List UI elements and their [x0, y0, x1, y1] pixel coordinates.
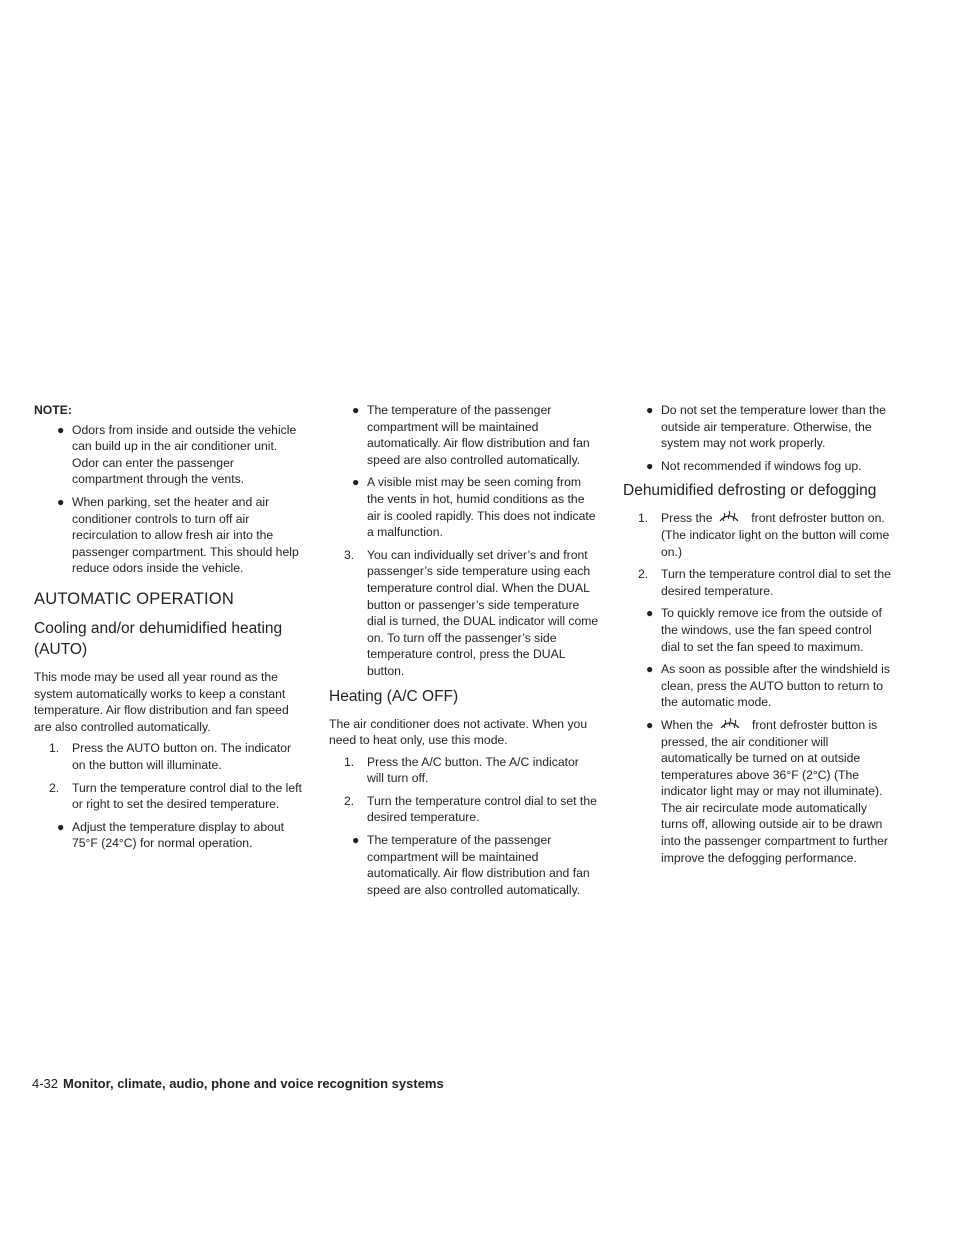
paragraph-heating: The air conditioner does not activate. When you need to heat only, use this mode.	[329, 716, 588, 748]
bullet-text: To quickly remove ice from the outside of the windows, use the fan speed control dial to set the fan speed to maximum.	[661, 606, 882, 654]
bullet-marker: ●	[646, 606, 654, 621]
heading-heating-ac-off: Heating (A/C OFF)	[329, 687, 459, 705]
bullet-text: Do not set the temperature lower than the outside air temperature. Otherwise, the system may not work properly.	[661, 403, 886, 451]
bullet-marker: ●	[352, 403, 360, 417]
column-1	[34, 402, 304, 858]
bullet-adjust-temperature	[34, 819, 304, 852]
step-1-heating	[329, 754, 599, 787]
bullet-heating-maintained	[329, 832, 599, 898]
page-number: 4-32	[32, 1076, 59, 1091]
heading-cooling-auto: Cooling and/or dehumidified heating (AUTO)	[34, 619, 283, 658]
front-defroster-icon	[718, 510, 740, 523]
step-number: 2.	[344, 793, 355, 808]
note-bullet-text: When parking, set the heater and air conditioner controls to turn off air recirculation to allow fresh air into the passenger compartment. This should help reduce odors inside the vehicle.	[72, 494, 299, 576]
step-2-auto	[34, 780, 304, 813]
bullet-do-not-set-lower	[623, 402, 893, 452]
column-3	[623, 402, 893, 872]
bullet-not-recommended	[623, 458, 893, 475]
step-number: 2.	[638, 567, 649, 582]
bullet-return-auto	[623, 661, 893, 711]
step-text-pre: Press the	[661, 511, 713, 526]
step-number: 2.	[49, 780, 60, 795]
bullet-text-pre: When the	[661, 717, 714, 732]
step-text: You can individually set driver’s and front passenger’s side temperature using each temperature control dial. When the DUAL button or passenger’s side temperature dial is turned, the DUAL indicator will come on. To turn off the passenger’s side temperature control, press the DUAL button.	[367, 547, 599, 678]
step-1-auto	[34, 740, 304, 773]
step-text: Turn the temperature control dial to set the desired temperature.	[661, 567, 891, 598]
bullet-text: A visible mist may be seen coming from the vents in hot, humid conditions as the air is cooled rapidly. This does not indicate a malfunction.	[367, 475, 596, 540]
chapter-title: Monitor, climate, audio, phone and voice recognition systems	[63, 1076, 444, 1091]
bullet-marker: ●	[352, 833, 360, 848]
note-label: NOTE:	[34, 403, 72, 417]
note-bullet-parking	[34, 494, 304, 577]
step-2-defrost	[623, 566, 893, 599]
bullet-text: Adjust the temperature display to about 75°F (24°C) for normal operation.	[72, 819, 285, 851]
step-text: Press the A/C button. The A/C indicator will turn off.	[367, 754, 579, 786]
bullet-marker: ●	[646, 717, 654, 732]
step-number: 3.	[344, 547, 355, 562]
bullet-text-post: front defroster button is pressed, the air conditioner will automatically be turned on at outside temperatures above 36°F (2°C) (The indicator light may or may not illuminate). The air recirculate mode automatically turns off, allowing outside air to be drawn into the passenger compartment to further improve the defogging performance.	[661, 717, 888, 865]
step-text: Turn the temperature control dial to set the desired temperature.	[367, 793, 597, 825]
bullet-marker: ●	[57, 819, 65, 834]
page-footer	[32, 1076, 444, 1091]
bullet-text: Not recommended if windows fog up.	[661, 458, 862, 473]
bullet-marker: ●	[646, 458, 654, 473]
heading-automatic-operation: AUTOMATIC OPERATION	[34, 589, 234, 608]
step-number: 1.	[638, 511, 649, 526]
column-2	[329, 402, 599, 904]
step-3-dual	[329, 547, 599, 680]
bullet-marker: ●	[352, 475, 360, 490]
step-text: Press the AUTO button on. The indicator on the button will illuminate.	[72, 741, 292, 772]
bullet-text: As soon as possible after the windshield is clean, press the AUTO button to return to the automatic mode.	[661, 662, 890, 710]
bullet-text: The temperature of the passenger compartment will be maintained automatically. Air flow distribution and fan speed are also controlled automatically.	[367, 833, 590, 897]
paragraph-auto-mode: This mode may be used all year round as the system automatically works to keep a constant temperature. Air flow distribution and fan speed are also controlled automatically.	[34, 669, 289, 734]
step-2-heating	[329, 793, 599, 826]
step-text: Turn the temperature control dial to the left or right to set the desired temperature.	[72, 780, 302, 812]
step-number: 1.	[344, 754, 355, 769]
bullet-text: The temperature of the passenger compartment will be maintained automatically. Air flow distribution and fan speed are also controlled automatically.	[367, 403, 590, 467]
bullet-marker: ●	[646, 662, 654, 677]
bullet-maintained-auto	[329, 402, 599, 468]
bullet-marker: ●	[57, 494, 65, 509]
note-bullet-odors	[34, 422, 304, 488]
note-bullet-text: Odors from inside and outside the vehicle can build up in the air conditioner unit. Odor can enter the passenger compartment through the vents.	[72, 422, 297, 487]
bullet-marker: ●	[57, 422, 65, 437]
step-text-post: front defroster button on. (The indicator light on the button will come on.)	[661, 511, 890, 559]
front-defroster-icon	[719, 717, 741, 730]
step-number: 1.	[49, 741, 60, 756]
bullet-when-defroster-pressed	[623, 717, 893, 866]
heading-defrosting: Dehumidified defrosting or defogging	[623, 482, 877, 500]
step-1-defrost	[623, 510, 893, 560]
bullet-visible-mist	[329, 474, 599, 540]
bullet-remove-ice	[623, 605, 893, 655]
bullet-marker: ●	[646, 403, 654, 417]
